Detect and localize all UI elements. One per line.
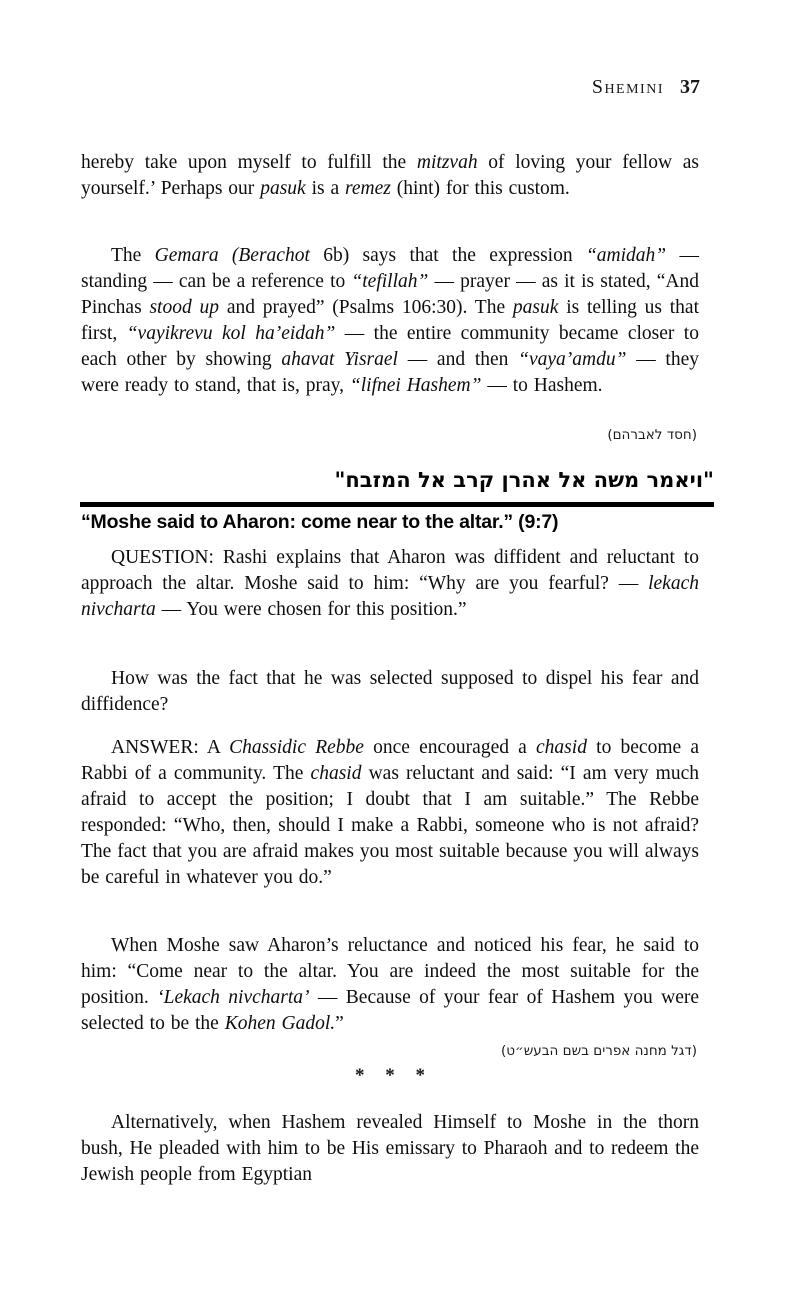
text-run: — standing — can be a reference to xyxy=(81,245,699,292)
italic-term: pasuk xyxy=(260,178,306,199)
text-run: ” xyxy=(335,1013,344,1034)
italic-term: stood up xyxy=(149,297,220,318)
text-run: Alternatively, when Hashem revealed Himself to Moshe in the thorn bush, He pleaded with him to be His emissary to Pharaoh and to redeem the Jewish people from Egyptian xyxy=(81,1112,699,1185)
parsha-name: Shemini xyxy=(591,76,664,98)
text-run: was reluctant and said: “I am very much afraid to accept the position; I doubt that I am suitable.” The Rebbe responded: “Who, then, should I make a Rabbi, someone who is not afraid? The fact that you are afraid makes you most suitable because you will always be careful in whatever you do.” xyxy=(81,763,699,888)
text-run: 6b) says that the expression xyxy=(309,245,586,266)
italic-term: chasid xyxy=(310,763,362,784)
italic-term: Kohen Gadol. xyxy=(224,1013,336,1034)
text-run: — and then xyxy=(397,349,519,370)
text-run: and prayed” (Psalms 106:30). The xyxy=(219,297,513,318)
italic-term: “lifnei Hashem” xyxy=(349,375,482,396)
text-run: — prayer — as it is stated, “And Pinchas xyxy=(81,271,699,318)
section-title-english: “Moshe said to Aharon: come near to the altar.” (9:7) xyxy=(81,511,559,533)
italic-term: Gemara (Berachot xyxy=(154,245,310,266)
continuation-paragraph xyxy=(81,150,699,202)
italic-term: remez xyxy=(344,178,391,199)
text-run: — the entire community became closer to each other by showing xyxy=(81,323,699,370)
italic-term: “amidah” xyxy=(585,245,667,266)
italic-term: Chassidic Rebbe xyxy=(229,737,364,758)
italic-term: lekach nivcharta xyxy=(81,573,699,620)
text-run: — Because of your fear of Hashem you were selected to be the xyxy=(81,987,699,1034)
running-head xyxy=(592,75,700,99)
italic-term: “vayikrevu kol ha’eidah” xyxy=(126,323,336,344)
text-run: — You were chosen for this position.” xyxy=(155,599,467,620)
text-run: — they were ready to stand, that is, pray, xyxy=(81,349,699,396)
page-number: 37 xyxy=(680,76,700,98)
text-run: to become a Rabbi of a community. The xyxy=(81,737,699,784)
italic-term: chasid xyxy=(536,737,587,758)
moshe-aharon-paragraph xyxy=(81,933,699,1037)
question-followup-paragraph xyxy=(81,666,699,718)
italic-term: “vaya’amdu” xyxy=(518,349,627,370)
italic-term: mitzvah xyxy=(416,152,478,173)
text-run: ANSWER: A xyxy=(111,737,230,758)
italic-term: ‘Lekach nivcharta’ xyxy=(157,987,310,1008)
italic-term: ahavat Yisrael xyxy=(281,349,398,370)
text-run: is telling us that first, xyxy=(81,297,700,344)
text-run: once encouraged a xyxy=(363,737,537,758)
text-run: hereby take upon myself to fulfill the xyxy=(81,152,417,173)
source-citation-degel-machaneh-ephraim: (דגל מחנה אפרים בשם הבעש״ט) xyxy=(501,1043,697,1059)
gemara-paragraph xyxy=(81,243,699,399)
section-title-rule xyxy=(80,502,714,507)
section-title-hebrew: "ויאמר משה אל אהרן קרב אל המזבח" xyxy=(334,468,714,492)
asterisk-divider: * * * xyxy=(355,1065,425,1086)
text-run: QUESTION: Rashi explains that Aharon was diffident and reluctant to approach the altar. Moshe said to him: “Why are you fearful? — xyxy=(81,547,699,594)
italic-term: “tefillah” xyxy=(351,271,429,292)
source-citation-chesed-lavraham: (חסד לאברהם) xyxy=(607,427,697,443)
text-run: — to Hashem. xyxy=(481,375,603,396)
text-run: When Moshe saw Aharon’s reluctance and noticed his fear, he said to him: “Come near to the altar. You are indeed the most suitable for the position. xyxy=(81,935,699,1008)
question-paragraph xyxy=(81,545,699,623)
text-run: How was the fact that he was selected supposed to dispel his fear and diffidence? xyxy=(81,668,699,715)
text-run: (hint) for this custom. xyxy=(390,178,570,199)
answer-paragraph xyxy=(81,735,699,891)
text-run: The xyxy=(111,245,155,266)
alternative-paragraph xyxy=(81,1110,699,1188)
text-run: is a xyxy=(305,178,345,199)
italic-term: pasuk xyxy=(512,297,559,318)
text-run: of loving your fellow as yourself.’ Perhaps our xyxy=(81,152,699,199)
